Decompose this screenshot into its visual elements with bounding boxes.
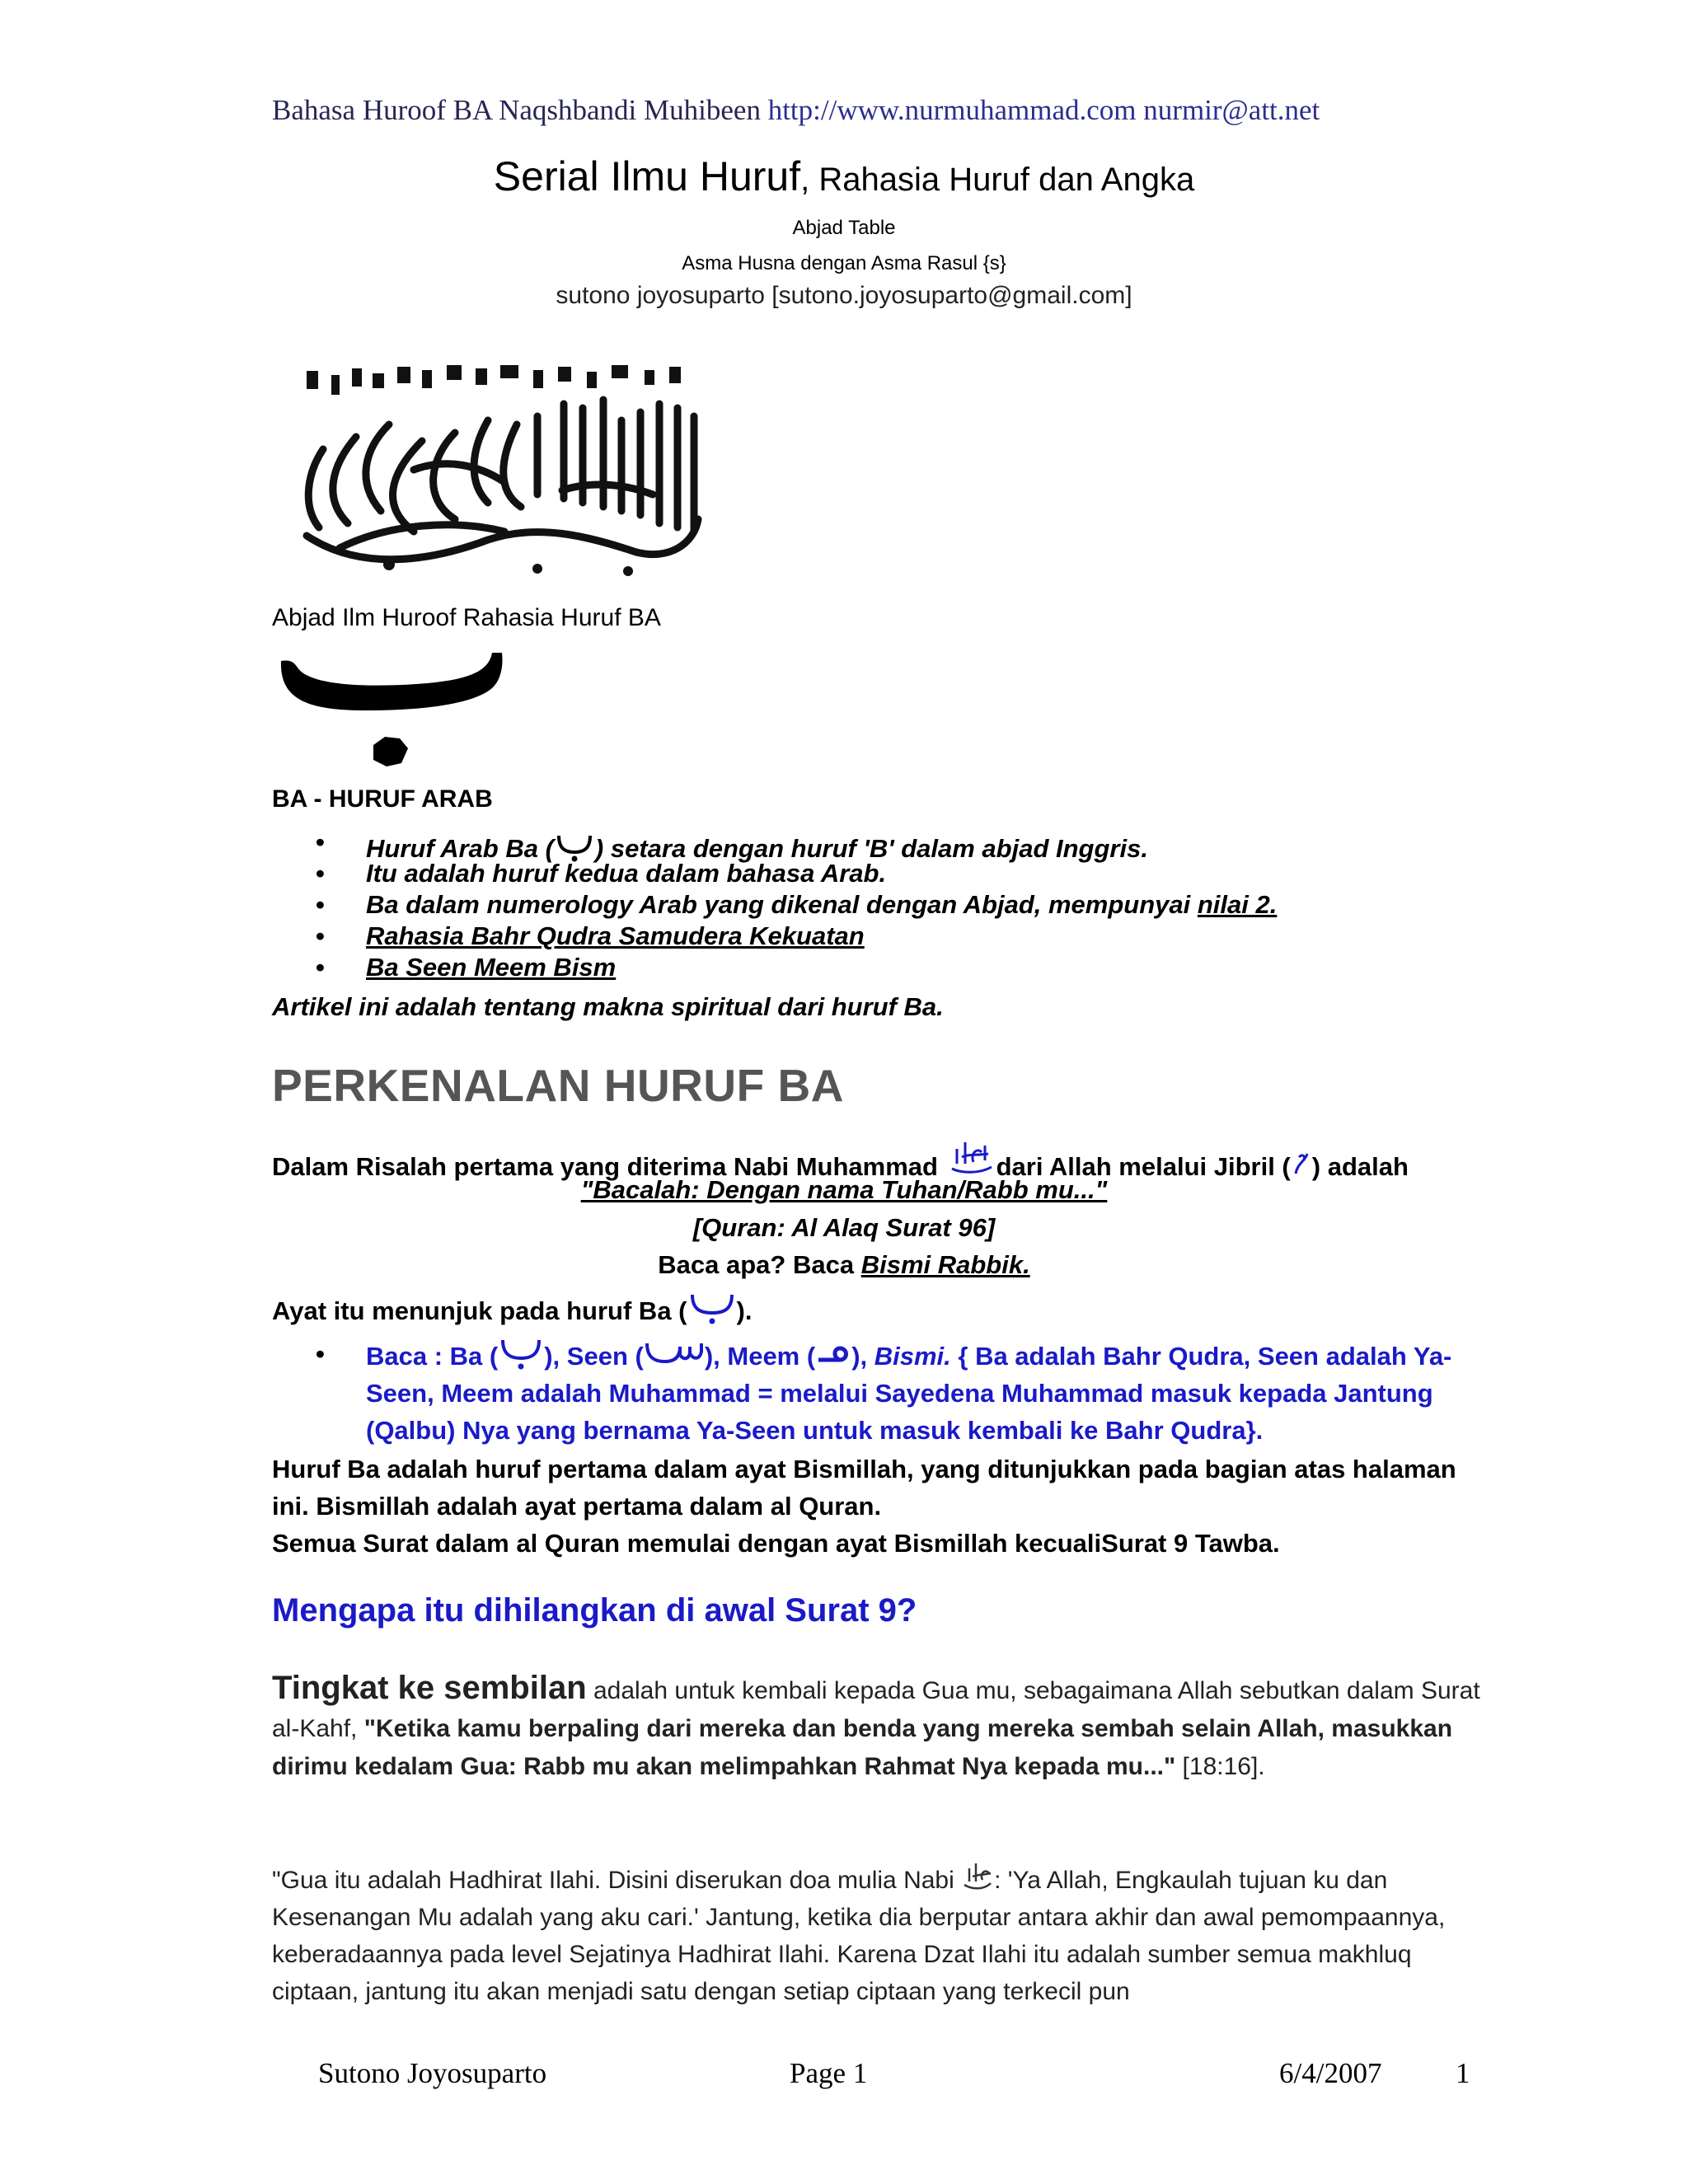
risalah-text: ) adalah — [1311, 1152, 1409, 1181]
saw-calligraphy-icon — [961, 1860, 994, 1891]
paragraph-lead: Tingkat ke sembilan — [272, 1670, 587, 1706]
paragraph-text: "Gua itu adalah Hadhirat Ilahi. Disini diserukan doa mulia Nabi — [272, 1867, 962, 1894]
list-item — [272, 827, 1277, 863]
bullet-text: Itu adalah huruf kedua dalam bahasa Arab. — [366, 859, 887, 888]
ba-seen-meem-bism-link[interactable]: Ba Seen Meem Bism — [366, 953, 617, 982]
header-email-link[interactable]: nurmir@att.net — [1143, 94, 1320, 126]
tingkat-paragraph — [272, 1669, 1484, 1786]
bullet-dot: • — [316, 953, 325, 982]
paragraph-text: Huruf Ba adalah huruf pertama dalam ayat Bismillah, yang ditunjukkan pada bagian atas halaman ini. Bismillah adalah ayat pertama dalam al Quran. — [272, 1455, 1456, 1521]
bullet-text: ), Meem ( — [704, 1342, 816, 1371]
footer-author: Sutono Joyosuparto — [318, 2057, 547, 2089]
list-item — [272, 859, 1277, 890]
title-sub: , Rahasia Huruf dan Angka — [800, 162, 1195, 198]
nilai-2-link[interactable]: nilai 2. — [1197, 890, 1278, 919]
image-caption: Abjad Ilm Huroof Rahasia Huruf BA — [272, 604, 661, 631]
bismi-text: Bismi. — [874, 1342, 951, 1371]
section-heading-perkenalan: PERKENALAN HURUF BA — [272, 1060, 844, 1111]
baca-apa-line — [0, 1250, 1688, 1280]
baca-bullet-text — [272, 1335, 1475, 1449]
bullet-dot: • — [316, 859, 325, 888]
saw-calligraphy-icon — [945, 1136, 996, 1179]
footer-date: 6/4/2007 — [1279, 2057, 1382, 2089]
arabic-ba-glyph-icon — [687, 1290, 737, 1326]
author-line: sutono joyosuparto [sutono.joyosuparto@gmail.com] — [556, 282, 1132, 309]
gua-paragraph — [272, 1860, 1492, 2010]
bullet-text: ), Seen ( — [544, 1342, 644, 1371]
risalah-text: Dalam Risalah pertama yang diterima Nabi Muhammad — [272, 1152, 945, 1181]
title-main: Serial Ilmu Huruf — [493, 153, 801, 199]
bullet-text: ) setara dengan huruf 'B' dalam abjad Inggris. — [594, 834, 1148, 863]
baca-bullet-item — [272, 1335, 1475, 1449]
ayat-text: ). — [736, 1296, 753, 1325]
rahasia-bahr-qudra-link[interactable]: Rahasia Bahr Qudra Samudera Kekuatan — [366, 921, 865, 950]
section-heading-mengapa: Mengapa itu dihilangkan di awal Surat 9? — [272, 1592, 917, 1629]
abjad-table-label: Abjad Table — [792, 217, 896, 239]
bismillah-calligraphy-image — [290, 359, 710, 581]
section-heading-ba-huruf-arab: BA - HURUF ARAB — [272, 785, 493, 813]
ayat-line — [272, 1290, 752, 1326]
list-item — [272, 921, 1277, 953]
header-url-link[interactable]: http://www.nurmuhammad.com — [767, 94, 1137, 126]
document-title — [0, 152, 1688, 200]
asma-line: Asma Husna dengan Asma Rasul {s} — [682, 252, 1006, 274]
list-item — [272, 890, 1277, 921]
baca-apa-text: Baca apa? Baca — [658, 1250, 861, 1279]
quran-reference: [Quran: Al Alaq Surat 96] — [692, 1213, 996, 1242]
page-header — [272, 94, 1320, 127]
bullet-dot: • — [316, 1339, 325, 1368]
bullet-dot: • — [316, 890, 325, 919]
bullet-text: Baca : Ba ( — [366, 1342, 499, 1371]
paragraph-text: : 'Ya Allah, Engkaulah tujuan ku dan Kesenangan Mu adalah yang aku cari.' Jantung, ketika dia berputar antara akhir dan awal pemompaannya, keberadaannya pada level Sejatinya Hadhirat Ilahi. Karena Dzat Ilahi itu adalah sumber semua makhluq ciptaan, jantung itu akan menjadi satu dengan setiap ciptaan yang terkecil pun — [272, 1867, 1446, 2005]
bullet-text: ), — [851, 1342, 874, 1371]
arabic-seen-glyph-icon — [644, 1335, 705, 1371]
arabic-ba-letter-image — [276, 643, 509, 775]
paragraph-text: Semua Surat dalam al Quran memulai dengan ayat Bismillah kecualiSurat 9 Tawba. — [272, 1529, 1280, 1558]
quran-quote: "Ketika kamu berpaling dari mereka dan benda yang mereka sembah selain Allah, masukkan dirimu kedalam Gua: Rabb mu akan melimpahkan Rahmat Nya kepada mu..." — [272, 1715, 1453, 1780]
paragraph-text: adalah untuk kembali kepada Gua mu, sebagaimana Allah sebutkan dalam Surat al-Kahf, — [272, 1677, 1480, 1742]
footer-page-number: 1 — [1456, 2057, 1470, 2089]
ba-facts-list — [272, 827, 1277, 984]
footer-page-label: Page 1 — [790, 2057, 868, 2089]
arabic-meem-glyph-icon — [815, 1335, 851, 1371]
bismi-rabbik-link[interactable]: Bismi Rabbik. — [860, 1250, 1030, 1279]
bullet-text: Ba dalam numerology Arab yang dikenal dengan Abjad, mempunyai — [366, 890, 1198, 919]
header-text: Bahasa Huroof BA Naqshbandi Muhibeen — [272, 94, 761, 126]
huruf-ba-paragraph — [272, 1451, 1484, 1562]
ayat-text: Ayat itu menunjuk pada huruf Ba ( — [272, 1296, 687, 1325]
verse-reference: [18:16]. — [1175, 1753, 1265, 1780]
list-item — [272, 953, 1277, 984]
bullet-text: Huruf Arab Ba ( — [366, 834, 554, 863]
bullet-dot: • — [316, 921, 325, 950]
bullet-text: { Ba adalah Bahr Qudra, Seen adalah Ya-Seen, Meem adalah Muhammad = melalui Sayedena Muhammad masuk kepada Jantung (Qalbu) Nya yang bernama Ya-Seen untuk masuk kembali ke Bahr Qudra}. — [366, 1342, 1452, 1445]
arabic-ba-glyph-icon — [498, 1335, 544, 1371]
bullet-dot: • — [316, 827, 325, 856]
article-intro: Artikel ini adalah tentang makna spiritual dari huruf Ba. — [272, 992, 944, 1021]
bacalah-quote: "Bacalah: Dengan nama Tuhan/Rabb mu..." — [580, 1175, 1108, 1204]
risalah-text: dari Allah melalui Jibril ( — [996, 1152, 1291, 1181]
